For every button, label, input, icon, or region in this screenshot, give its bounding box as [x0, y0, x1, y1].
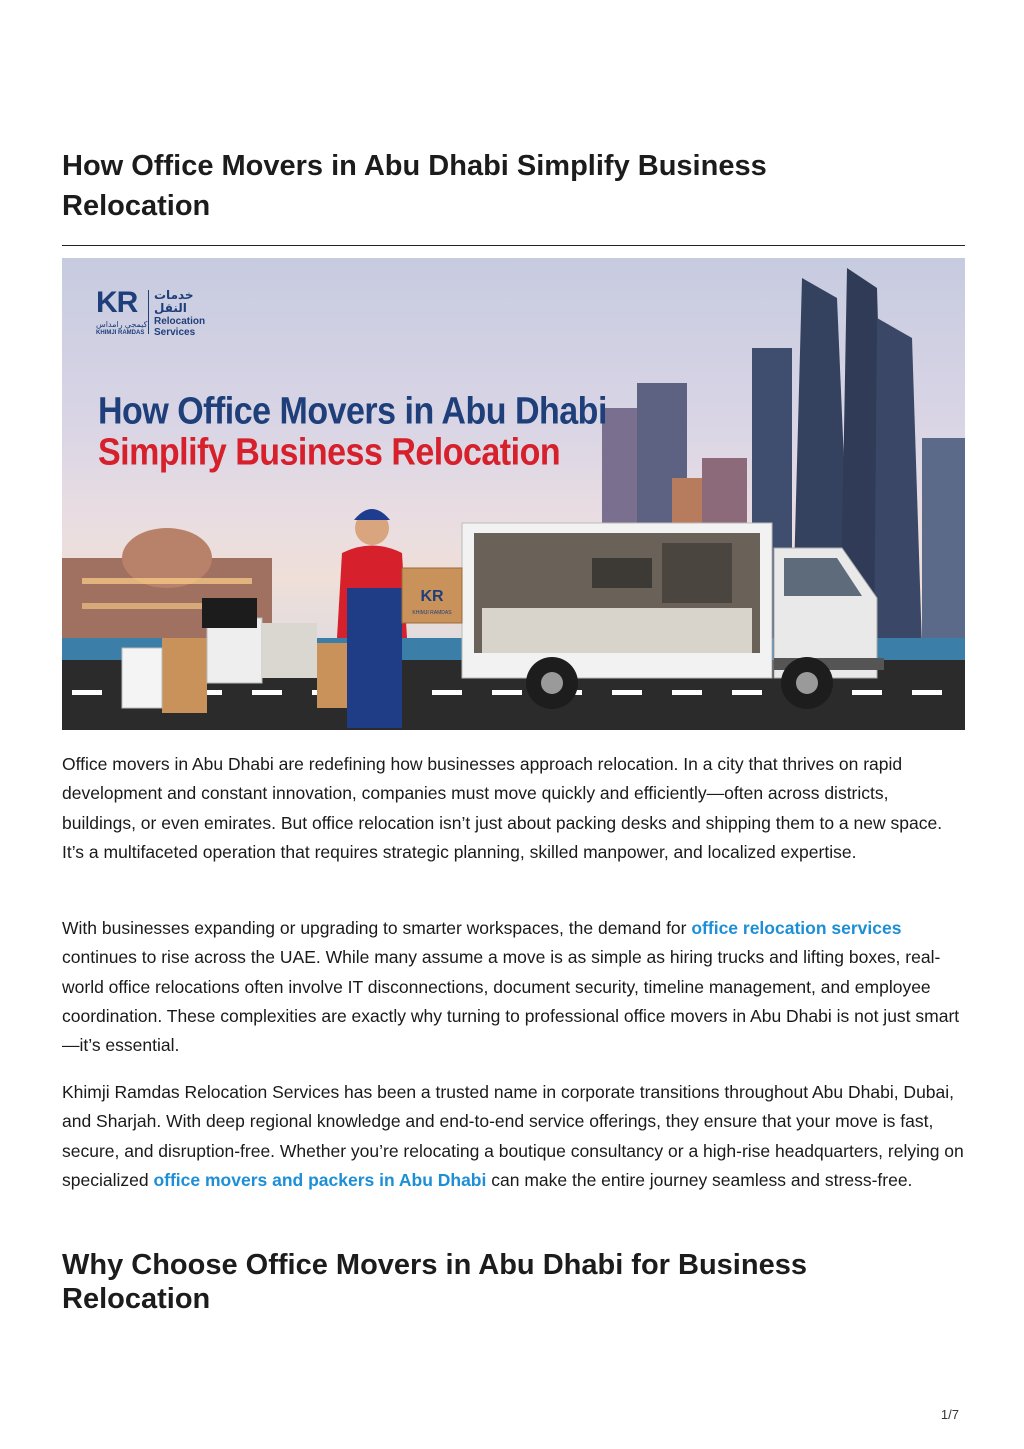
paragraph-3-text-end: can make the entire journey seamless and stress-free. [486, 1169, 913, 1190]
logo-arabic-top: خدمات [154, 288, 194, 302]
paragraph-2-text-end: continues to rise across the UAE. While many assume a move is as simple as hiring trucks and lifting boxes, real-world office relocations often involve IT disconnections, document security, timeline management, and employee coordination. These complexities are exactly why turning to professional office movers in Abu Dhabi is not just smart—it’s essential. [62, 947, 960, 1056]
logo-services: Services [154, 327, 196, 338]
page-title: How Office Movers in Abu Dhabi Simplify Business Relocation [62, 150, 767, 222]
logo-relocation: Relocation [154, 316, 206, 327]
paragraph-3-text-start: Khimji Ramdas Relocation Services has been a trusted name in corporate transitions throughout Abu Dhabi, Dubai, and Sharjah. With deep regional knowledge and end-to-end service offerings, they ensure that your move is fast, secure, and disruption-free. Whether you’re relocating a boutique consultancy or a high-rise headquarters, relying on specialized [62, 1082, 964, 1190]
paragraph-1: Office movers in Abu Dhabi are redefining how businesses approach relocation. In a city that thrives on rapid development and constant innovation, companies must move quickly and efficiently—often across districts, buildings, or even emirates. But office relocation isn’t just about packing desks and shipping them to a new space. It’s a multifaceted operation that requires strategic planning, skilled manpower, and localized expertise. [62, 754, 943, 862]
page-number: 1/7 [940, 1407, 959, 1422]
box-brand: KHIMJI RAMDAS [412, 610, 452, 616]
logo-arabic-mid: النقل [154, 301, 187, 315]
hero-headline-line2: Simplify Business Relocation [98, 431, 561, 474]
paragraph-3 [62, 1078, 965, 1195]
office-relocation-services-link[interactable]: office relocation services [691, 918, 902, 938]
paragraph-2 [62, 914, 965, 1060]
company-logo [96, 286, 256, 340]
section-heading: Why Choose Office Movers in Abu Dhabi for Business Relocation [62, 1249, 807, 1315]
box-logo: KR [420, 588, 444, 605]
logo-brand-name: KHIMJI RAMDAS [96, 330, 145, 336]
logo-mark: KR [96, 286, 138, 319]
logo-arabic-name: كيمجي رامداس [96, 320, 148, 329]
title-divider [62, 245, 965, 246]
paragraph-2-text-start: With businesses expanding or upgrading to smarter workspaces, the demand for [62, 918, 692, 938]
hero-headline-line1: How Office Movers in Abu Dhabi [98, 390, 607, 433]
hero-image [62, 258, 965, 730]
office-movers-packers-link[interactable]: office movers and packers in Abu Dhabi [153, 1169, 487, 1190]
